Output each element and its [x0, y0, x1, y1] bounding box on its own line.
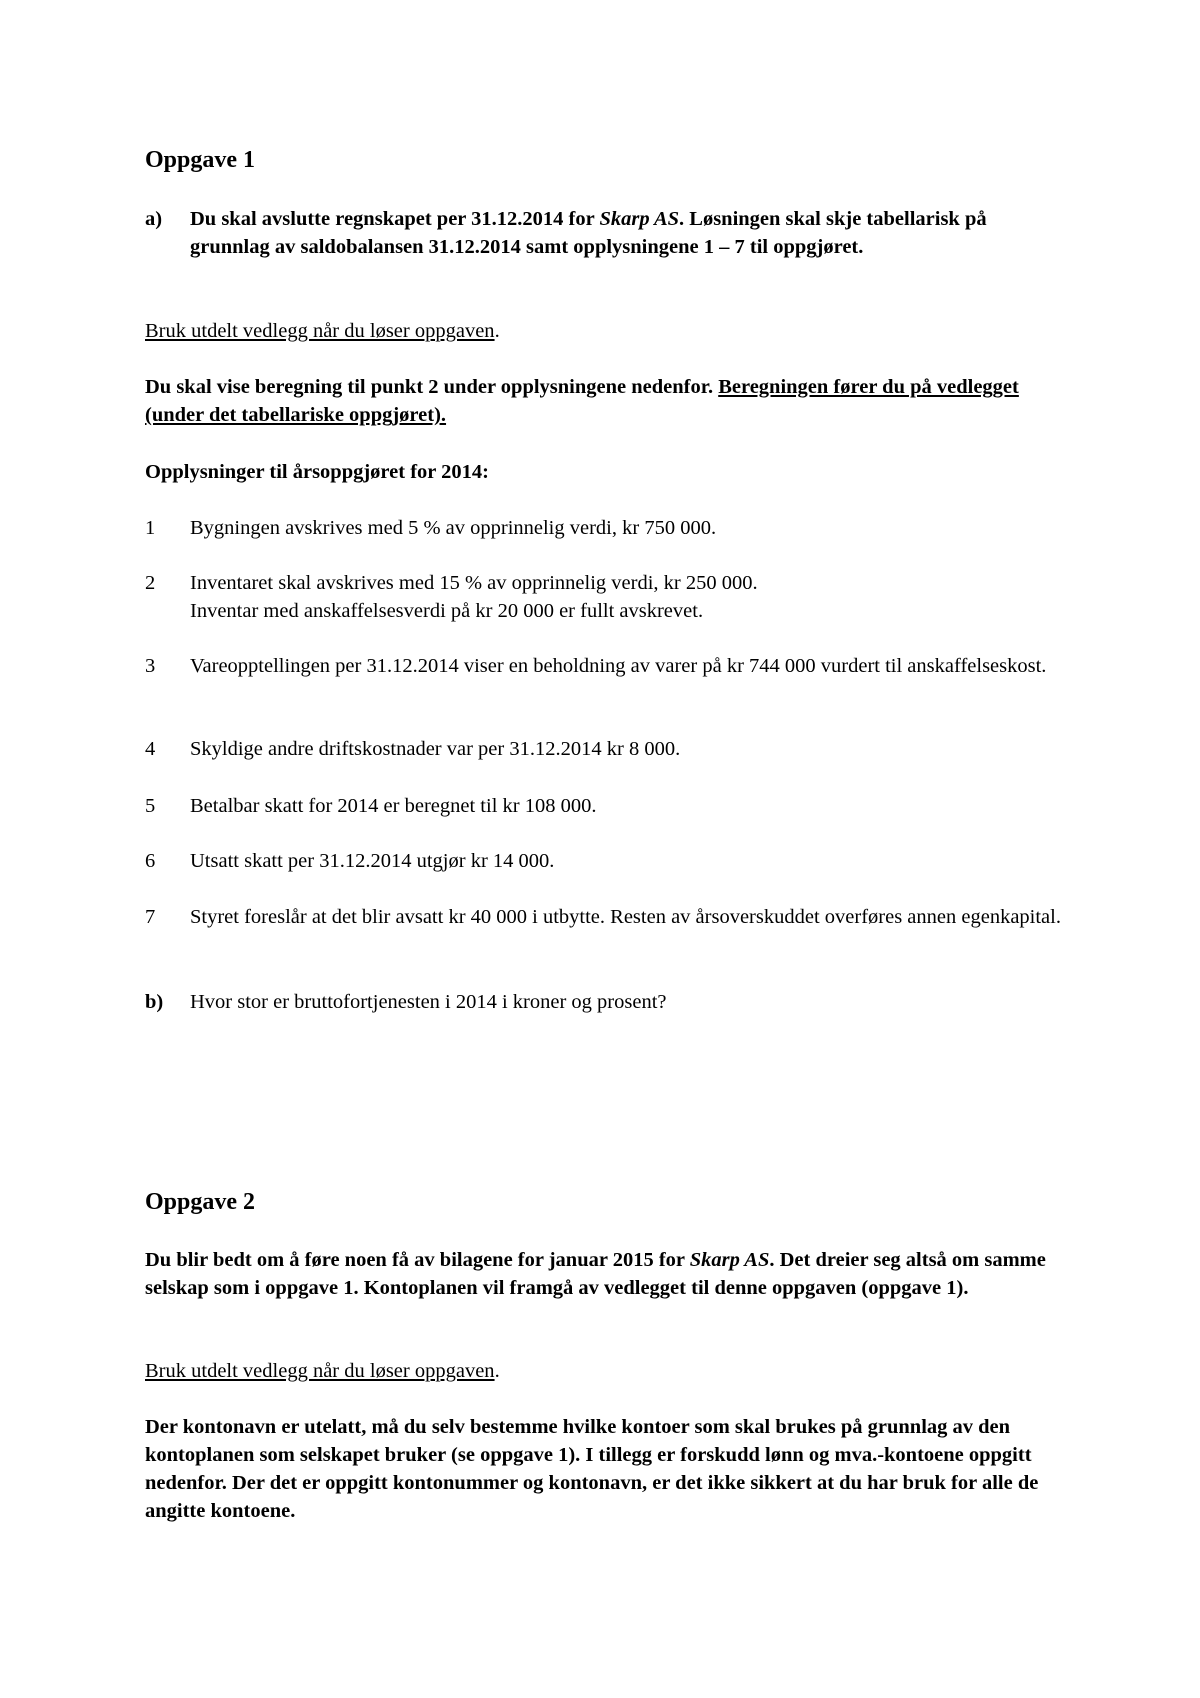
- item-2-text-2: Inventar med anskaffelsesverdi på kr 20 000 er fullt avskrevet.: [190, 600, 704, 622]
- vedlegg-note-1-text: Bruk utdelt vedlegg når du løser oppgaven: [145, 320, 495, 342]
- task-a-label: a): [145, 208, 163, 230]
- item-4-text: Skyldige andre driftskostnader var per 31.12.2014 kr 8 000.: [190, 738, 681, 760]
- vedlegg-note-2-text: Bruk utdelt vedlegg når du løser oppgaven: [145, 1360, 495, 1382]
- oppgave-2-intro: [145, 1246, 1065, 1302]
- vedlegg-note-1-period: .: [494, 320, 500, 342]
- item-3-text: Vareopptellingen per 31.12.2014 viser en beholdning av varer på kr 744 000 vurdert til anskaffelseskost.: [190, 655, 1047, 677]
- item-3-number: 3: [145, 655, 156, 677]
- oppgave-2-intro-2: . Det dreier seg altså om samme selskap som i oppgave 1. Kontoplanen vil framgå av vedlegget til denne oppgaven (oppgave 1).: [145, 1249, 1046, 1299]
- calc-instruction-underlined: Beregningen fører du på vedlegget (under det tabellariske oppgjøret).: [145, 376, 1019, 426]
- vedlegg-note-1: [145, 317, 1065, 345]
- task-a-text: [190, 205, 1050, 261]
- oppgave-2-heading: Oppgave 2: [145, 1189, 256, 1215]
- oppgave-2-company-name: Skarp AS: [689, 1249, 770, 1271]
- item-5-text: Betalbar skatt for 2014 er beregnet til kr 108 000.: [190, 795, 597, 817]
- vedlegg-note-2: [145, 1357, 1065, 1385]
- oppgave-2-intro-1: Du blir bedt om å føre noen få av bilagene for januar 2015 for: [145, 1249, 690, 1271]
- item-7-text: Styret foreslår at det blir avsatt kr 40 000 i utbytte. Resten av årsoverskuddet overføres annen egenkapital.: [190, 906, 1061, 928]
- item-1-text: Bygningen avskrives med 5 % av opprinnelig verdi, kr 750 000.: [190, 517, 717, 539]
- task-b-label: b): [145, 991, 164, 1013]
- item-1-number: 1: [145, 517, 156, 539]
- konto-instructions: Der kontonavn er utelatt, må du selv bestemme hvilke kontoer som skal brukes på grunnlag av den kontoplanen som selskapet bruker (se oppgave 1). I tillegg er forskudd lønn og mva.-kontoene oppgitt nedenfor. Der det er oppgitt kontonummer og kontonavn, er det ikke sikkert at du har bruk for alle de angitte kontoene.: [145, 1416, 1039, 1522]
- task-a-text-1: Du skal avslutte regnskapet per 31.12.2014 for: [190, 208, 600, 230]
- item-2-number: 2: [145, 572, 156, 594]
- item-7-number: 7: [145, 906, 156, 928]
- task-a-text-2: . Løsningen skal skje tabellarisk på grunnlag av saldobalansen 31.12.2014 samt opplysningene 1 – 7 til oppgjøret.: [190, 208, 987, 258]
- item-6-number: 6: [145, 850, 156, 872]
- item-5-number: 5: [145, 795, 156, 817]
- oppgave-1-heading: Oppgave 1: [145, 147, 256, 173]
- vedlegg-note-2-period: .: [494, 1360, 500, 1382]
- task-b-text: Hvor stor er bruttofortjenesten i 2014 i kroner og prosent?: [190, 991, 667, 1013]
- info-heading: Opplysninger til årsoppgjøret for 2014:: [145, 461, 489, 483]
- item-6-text: Utsatt skatt per 31.12.2014 utgjør kr 14 000.: [190, 850, 555, 872]
- item-2-text: Inventaret skal avskrives med 15 % av opprinnelig verdi, kr 250 000.: [190, 572, 758, 594]
- company-name: Skarp AS: [599, 208, 680, 230]
- calc-instruction: [145, 373, 1065, 429]
- calc-instruction-text: Du skal vise beregning til punkt 2 under opplysningene nedenfor.: [145, 376, 719, 398]
- item-4-number: 4: [145, 738, 156, 760]
